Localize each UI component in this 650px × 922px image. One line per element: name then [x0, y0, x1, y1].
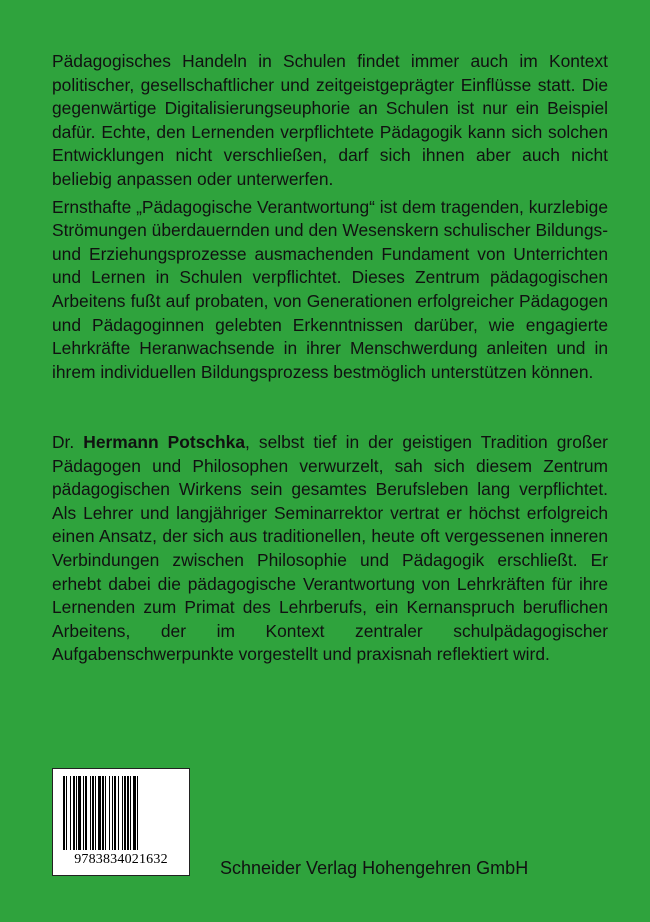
barcode-bar [112, 776, 113, 850]
barcode-bar [98, 776, 101, 850]
barcode-bar [70, 776, 71, 850]
barcode-bar [73, 776, 75, 850]
barcode-bar [90, 776, 91, 850]
barcode-bar [76, 776, 77, 850]
author-name: Hermann Potschka [83, 432, 246, 452]
barcode-bar [92, 776, 94, 850]
barcode-bar [83, 776, 84, 850]
barcode-bars [62, 776, 182, 850]
barcode-bar [130, 776, 131, 850]
barcode-bar [95, 776, 96, 850]
barcode-bar [105, 776, 106, 850]
blurb-paragraph-1: Pädagogisches Handeln in Schulen findet immer auch im Kontext politischer, gesellschaftlicher und zeitgeistgeprägter Einflüsse statt. Die gegenwärtige Digitalisierungseuphorie an Schulen ist nur ein Beispiel dafür. Echte, den Lernenden verpflichtete Pädagogik kann sich solchen Entwicklungen nicht verschließen, darf sich ihnen aber auch nicht beliebig anpassen oder unterwerfen. [52, 51, 608, 189]
barcode-bar [63, 776, 65, 850]
author-title: Dr. [52, 432, 84, 452]
isbn-number: 9783834021632 [74, 852, 168, 867]
barcode-bar [85, 776, 87, 850]
barcode-bar [118, 776, 119, 850]
blurb-paragraph-2: Ernsthafte „Pädagogische Verantwortung“ ist dem tragenden, kurzlebige Strömungen überdauernden und den Wesenskern schulischer Bildungs- und Erziehungsprozesse ausmachenden Fundament von Unterrichten und Lernen in Schulen verpflichtet. Dieses Zentrum pädagogischen Arbeitens fußt auf probaten, von Generationen erfolgreicher Pädagogen und Pädagoginnen gelebten Erkenntnissen darüber, wie engagierte Lehrkräfte Heranwachsende in ihrer Menschwerdung anleiten und in ihrem individuellen Bildungsprozess bestmöglich unterstützen können. [52, 196, 608, 382]
author-paragraph [52, 431, 608, 667]
blurb-top [52, 50, 608, 384]
barcode-bar [133, 776, 136, 850]
barcode-bar [114, 776, 116, 850]
barcode-bar [102, 776, 104, 850]
barcode-bar [137, 776, 138, 850]
publisher-name: Schneider Verlag Hohengehren GmbH [220, 858, 529, 878]
author-bio [52, 431, 608, 667]
barcode-bar [66, 776, 67, 850]
author-description: , selbst tief in der geistigen Tradition großer Pädagogen und Philosophen verwurzelt, sah sich diesem Zentrum pädagogischen Wirkens sein gesamtes Berufsleben lang verpflichtet. Als Lehrer und langjähriger Seminarrektor vertrat er höchst erfolgreich einen Ansatz, der sich aus traditionellen, heute oft vergessenen inneren Verbindungen zwischen Philosophie und Pädagogik erschließt. Er erhebt dabei die pädagogische Verantwortung von Lehrkräften für ihre Lernenden zum Primat des Lehrberufs, ein Kernanspruch beruflichen Arbeitens, der im Kontext zentraler schulpädagogischer Aufgabenschwerpunkte vorgestellt und praxisnah reflektiert wird. [52, 432, 608, 665]
barcode-bar [78, 776, 81, 850]
barcode-bar [109, 776, 110, 850]
barcode [52, 768, 190, 876]
barcode-bar [127, 776, 129, 850]
barcode-bar [122, 776, 123, 850]
barcode-bar [124, 776, 126, 850]
